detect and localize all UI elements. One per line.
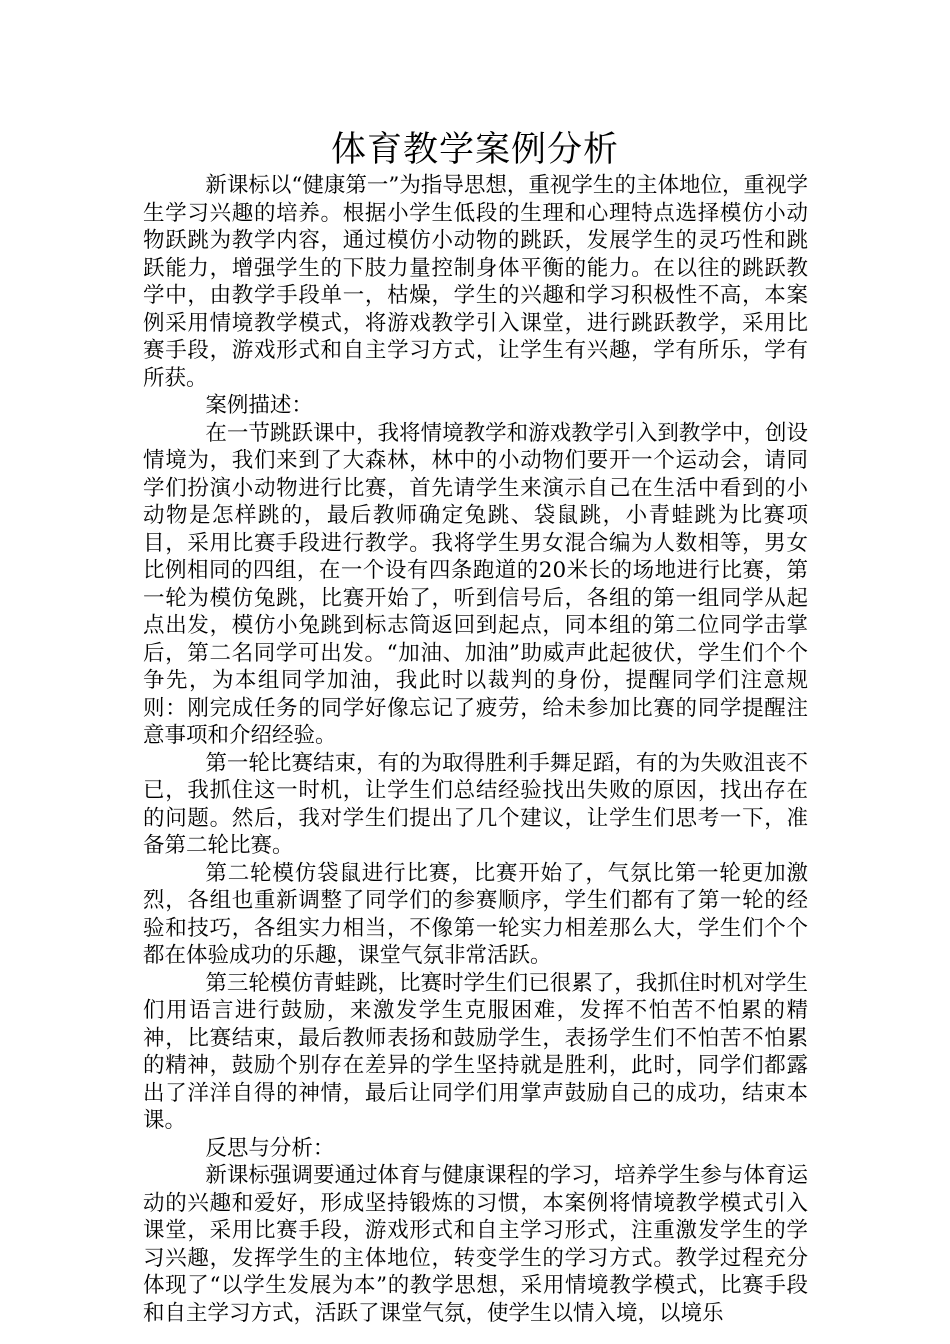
paragraph-case-description: 在一节跳跃课中，我将情境教学和游戏教学引入到教学中，创设情境为，我们来到了大森林，林中的小动物们要开一个运动会，请同学们扮演小动物进行比赛，首先请学生来演示自己在生活中看到的小动物是怎样跳的，最后教师确定兔跳、袋鼠跳，小青蛙跳为比赛项目，采用比赛手段进行教学。我将学生男女混合编为人数相等，男女比例相同的四组，在一个设有四条跑道的20米长的场地进行比赛，第一轮为模仿兔跳，比赛开始了，听到信号后，各组的第一组同学从起点出发，模仿小兔跳到标志筒返回到起点，同本组的第二位同学击掌后，第二名同学可出发。“加油、加油”助威声此起彼伏，学生们个个争先，为本组同学加油，我此时以裁判的身份，提醒同学们注意规则：刚完成任务的同学好像忘记了疲劳，给未参加比赛的同学提醒注意事项和介绍经验。 <box>143 420 808 748</box>
paragraph-intro: 新课标以“健康第一”为指导思想，重视学生的主体地位，重视学生学习兴趣的培养。根据小学生低段的生理和心理特点选择模仿小动物跃跳为教学内容，通过模仿小动物的跳跃，发展学生的灵巧性和跳跃能力，增强学生的下肢力量控制身体平衡的能力。在以往的跳跃教学中，由教学手段单一，枯燥，学生的兴趣和学习积极性不高，本案例采用情境教学模式，将游戏教学引入课堂，进行跳跃教学，采用比赛手段，游戏形式和自主学习方式，让学生有兴趣，学有所乐，学有所获。 <box>143 173 808 391</box>
paragraph-round-two: 第二轮模仿袋鼠进行比赛，比赛开始了，气氛比第一轮更加激烈，各组也重新调整了同学们的参赛顺序，学生们都有了第一轮的经验和技巧，各组实力相当，不像第一轮实力相差那么大，学生们个个都在体验成功的乐趣，课堂气氛非常活跃。 <box>143 860 808 968</box>
paragraph-round-one-result: 第一轮比赛结束，有的为取得胜利手舞足蹈，有的为失败沮丧不已，我抓住这一时机，让学生们总结经验找出失败的原因，找出存在的问题。然后，我对学生们提出了几个建议，让学生们思考一下，准备第二轮比赛。 <box>143 750 808 858</box>
section-heading-case-description: 案例描述： <box>205 393 313 418</box>
document-title: 体育教学案例分析 <box>330 130 619 170</box>
paragraph-round-three: 第三轮模仿青蛙跳，比赛时学生们已很累了，我抓住时机对学生们用语言进行鼓励，来激发学生克服困难，发挥不怕苦不怕累的精神，比赛结束，最后教师表扬和鼓励学生，表扬学生们不怕苦不怕累的精神，鼓励个别存在差异的学生坚持就是胜利，此时，同学们都露出了洋洋自得的神情，最后让同学们用掌声鼓励自己的成功，结束本课。 <box>143 970 808 1133</box>
paragraph-reflection: 新课标强调要通过体育与健康课程的学习，培养学生参与体育运动的兴趣和爱好，形成坚持锻炼的习惯，本案例将情境教学模式引入课堂，采用比赛手段，游戏形式和自主学习形式，注重激发学生的学习兴趣，发挥学生的主体地位，转变学生的学习方式。教学过程充分体现了“以学生发展为本”的教学思想，采用情境教学模式，比赛手段和自主学习方式，活跃了课堂气氛，使学生以情入境，以境乐 <box>143 1163 808 1326</box>
section-heading-reflection: 反思与分析： <box>205 1135 335 1161</box>
document-body <box>143 172 808 1327</box>
